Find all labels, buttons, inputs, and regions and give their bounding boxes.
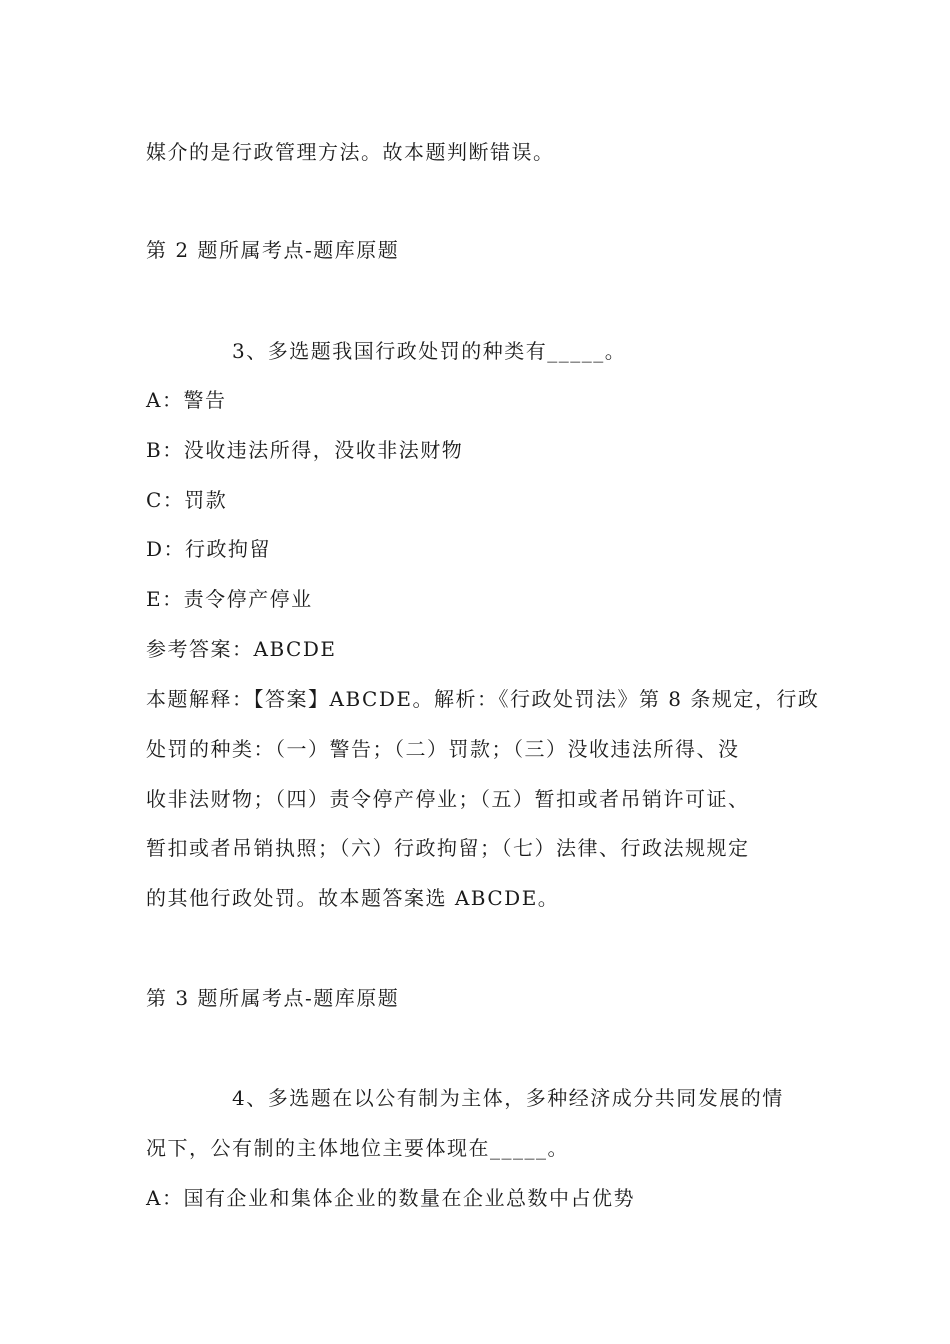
question-4-option-a: A：国有企业和集体企业的数量在企业总数中占优势 xyxy=(146,1186,635,1210)
question-3-option-b: B：没收违法所得，没收非法财物 xyxy=(146,438,464,462)
question-3-explanation-line: 暂扣或者吊销执照；（六）行政拘留；（七）法律、行政法规规定 xyxy=(146,836,750,860)
question-3-option-d: D：行政拘留 xyxy=(146,537,272,561)
question-3-answer: 参考答案：ABCDE xyxy=(146,637,337,661)
question-3-explanation-line: 本题解释：【答案】ABCDE。解析：《行政处罚法》第 8 条规定，行政 xyxy=(146,687,820,711)
question-3-explanation-line: 处罚的种类：（一）警告；（二）罚款；（三）没收违法所得、没 xyxy=(146,737,740,761)
explanation-continuation: 媒介的是行政管理方法。故本题判断错误。 xyxy=(146,140,555,164)
question-2-knowledge-point: 第 2 题所属考点-题库原题 xyxy=(146,238,400,262)
question-3-explanation-line: 的其他行政处罚。故本题答案选 ABCDE。 xyxy=(146,886,560,910)
question-3-option-a: A：警告 xyxy=(146,388,227,412)
question-3-option-c: C：罚款 xyxy=(146,488,228,512)
question-3-stem: 3、多选题我国行政处罚的种类有_____。 xyxy=(232,339,627,363)
question-4-stem-line: 4、多选题在以公有制为主体，多种经济成分共同发展的情 xyxy=(232,1086,784,1110)
question-4-stem-line: 况下，公有制的主体地位主要体现在_____。 xyxy=(146,1136,569,1160)
question-3-explanation-line: 收非法财物；（四）责令停产停业；（五）暂扣或者吊销许可证、 xyxy=(146,787,750,811)
question-3-knowledge-point: 第 3 题所属考点-题库原题 xyxy=(146,986,400,1010)
question-3-option-e: E：责令停产停业 xyxy=(146,587,313,611)
